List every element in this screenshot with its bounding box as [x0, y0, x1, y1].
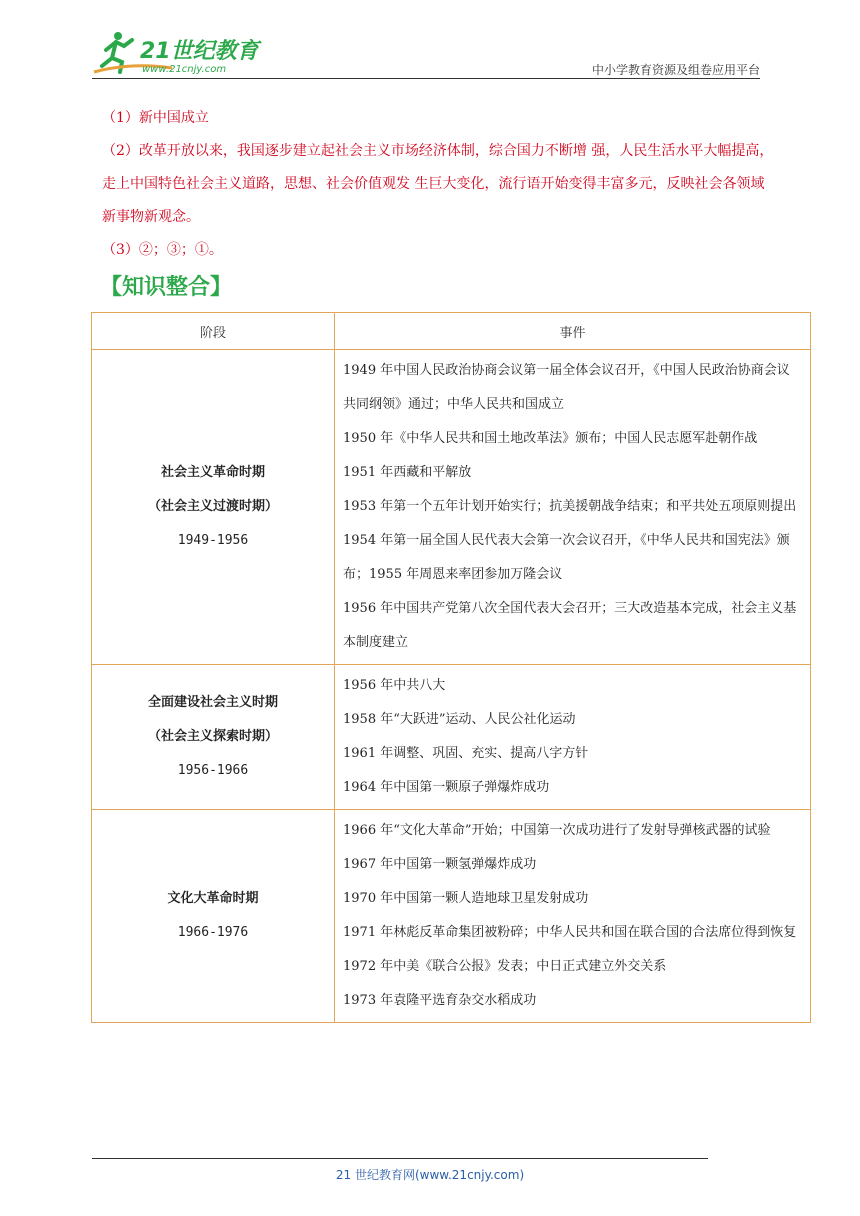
event-item: 1956 年中共八大	[343, 678, 446, 693]
logo-main-text: 21世纪教育	[140, 39, 259, 64]
event-item: 1972 年中美《联合公报》发表；中日正式建立外交关系	[343, 959, 667, 974]
header-events: 事件	[335, 313, 811, 350]
page-header	[92, 28, 760, 80]
events-cell	[335, 810, 811, 1023]
answer-3: （3）②；③；①。	[102, 242, 223, 258]
table-row	[92, 350, 811, 665]
stage-alt-name: （社会主义探索时期）	[147, 729, 278, 744]
knowledge-table	[91, 312, 811, 1023]
logo-url-text: www.21cnjy.com	[142, 64, 227, 75]
answer-2: （2）改革开放以来，我国逐步建立起社会主义市场经济体制，综合国力不断增 强，人民生活水平大幅提高，走上中国特色社会主义道路，思想、社会价值观发 生巨大变化，流行语开始变得丰富多元，反映社会各领域新事物新观念。	[102, 143, 774, 225]
stage-years: 1949-1956	[177, 533, 249, 548]
answer-block	[102, 102, 774, 267]
event-item: 1958 年“大跃进”运动、人民公社化运动	[343, 712, 576, 727]
event-item: 1970 年中国第一颗人造地球卫星发射成功	[343, 891, 589, 906]
answer-1: （1）新中国成立	[102, 110, 209, 126]
events-cell	[335, 350, 811, 665]
stage-name: 全面建设社会主义时期	[147, 695, 278, 710]
platform-label: 中小学教育资源及组卷应用平台	[591, 63, 760, 77]
logo	[92, 28, 272, 80]
section-title: 【知识整合】	[100, 275, 233, 300]
events-cell	[335, 665, 811, 810]
header-divider	[92, 78, 760, 79]
event-item: 1950 年《中华人民共和国土地改革法》颁布；中国人民志愿军赴朝作战	[343, 431, 758, 446]
event-item: 1966 年“文化大革命”开始；中国第一次成功进行了发射导弹核武器的试验	[343, 823, 771, 838]
stage-cell	[92, 350, 335, 665]
event-item: 1973 年袁隆平选育杂交水稻成功	[343, 993, 537, 1008]
event-item: 1956 年中国共产党第八次全国代表大会召开；三大改造基本完成，社会主义基本制度建立	[343, 601, 797, 650]
event-item: 1953 年第一个五年计划开始实行；抗美援朝战争结束；和平共处五项原则提出	[343, 499, 797, 514]
table-row	[92, 665, 811, 810]
event-item: 1951 年西藏和平解放	[343, 465, 472, 480]
footer-link[interactable]: 21 世纪教育网(www.21cnjy.com)	[335, 1168, 525, 1182]
event-item: 1961 年调整、巩固、充实、提高八字方针	[343, 746, 589, 761]
stage-name: 文化大革命时期	[167, 891, 259, 906]
stage-years: 1956-1966	[177, 763, 249, 778]
event-item: 1971 年林彪反革命集团被粉碎；中华人民共和国在联合国的合法席位得到恢复	[343, 925, 797, 940]
stage-name: 社会主义革命时期	[160, 465, 265, 480]
table-header-row	[92, 313, 811, 350]
stage-years: 1966-1976	[177, 925, 249, 940]
footer-divider	[92, 1158, 708, 1159]
event-item: 1954 年第一届全国人民代表大会第一次会议召开，《中华人民共和国宪法》颁布；1955 年周恩来率团参加万隆会议	[343, 533, 790, 582]
stage-alt-name: （社会主义过渡时期）	[147, 499, 278, 514]
stage-cell	[92, 665, 335, 810]
event-item: 1967 年中国第一颗氢弹爆炸成功	[343, 857, 537, 872]
table-row	[92, 810, 811, 1023]
event-item: 1949 年中国人民政治协商会议第一届全体会议召开，《中国人民政治协商会议共同纲领》通过；中华人民共和国成立	[343, 363, 790, 412]
event-item: 1964 年中国第一颗原子弹爆炸成功	[343, 780, 550, 795]
stage-cell	[92, 810, 335, 1023]
header-stage: 阶段	[92, 313, 335, 350]
